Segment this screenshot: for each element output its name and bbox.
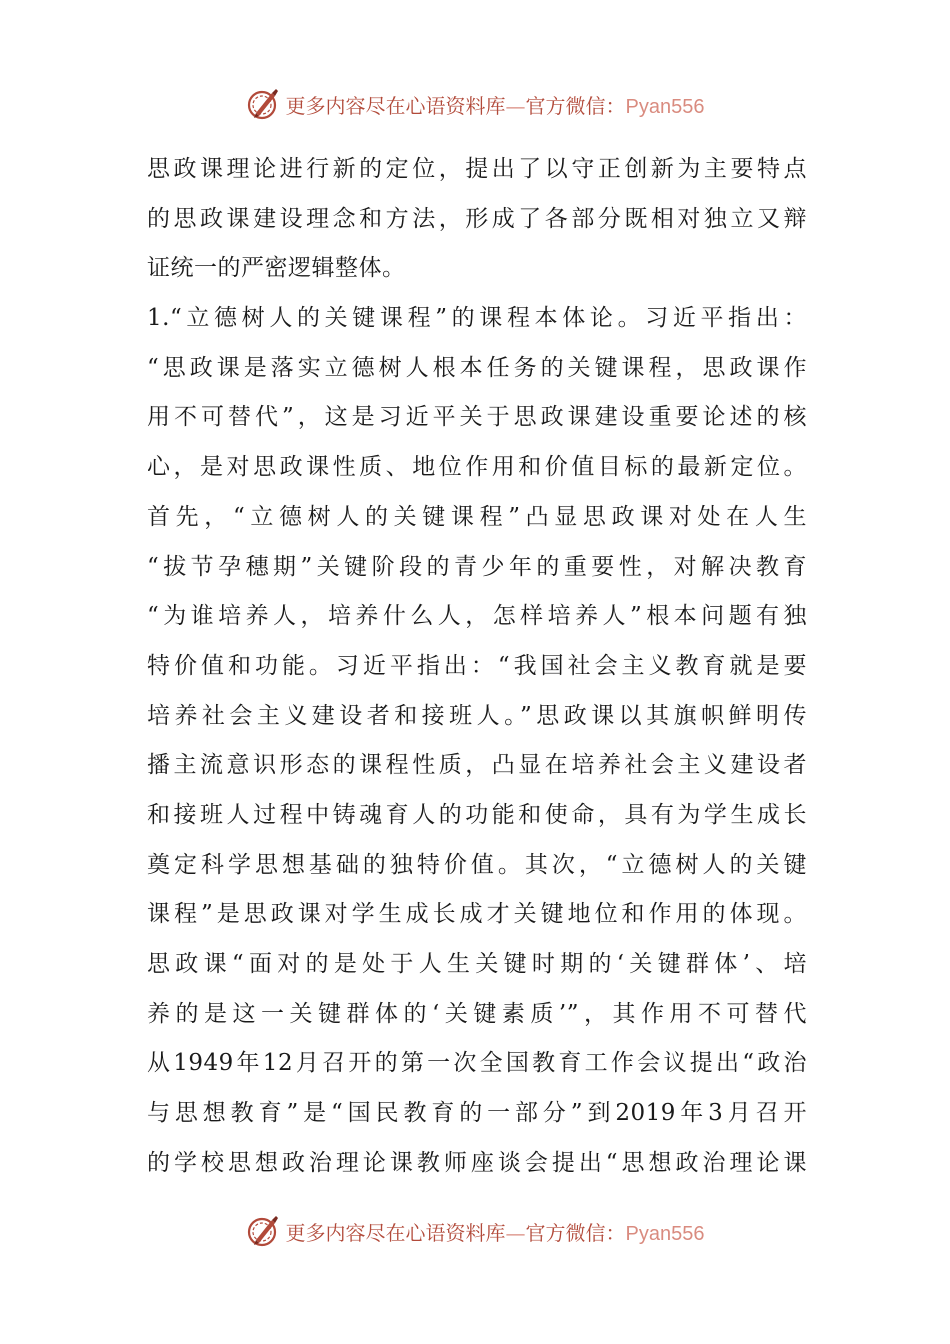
body-line: 播主流意识形态的课程性质，凸显在培养社会主义建设者 [147,752,807,779]
footer-banner-main: 更多内容尽在心语资料库 [285,1220,506,1245]
body-line: 与思想教育”是“国民教育的一部分”到2019年3月召开 [147,1100,807,1127]
body-line: 1.“立德树人的关键课程”的课程本体论。习近平指出： [147,305,807,332]
body-line: 的思政课建设理念和方法，形成了各部分既相对独立又辩 [147,205,807,232]
footer-banner-text [286,1217,705,1246]
body-line: 证统一的严密逻辑整体。 [147,255,406,282]
body-line: 思政课“面对的是处于人生关键时期的‘关键群体’、培 [147,951,807,977]
header-banner [0,82,950,126]
header-banner-main: 更多内容尽在心语资料库 [285,93,506,118]
pen-seal-icon [246,87,280,121]
body-line: 的学校思想政治理论课教师座谈会提出“思想政治理论课 [147,1149,807,1176]
body-line: 思政课理论进行新的定位，提出了以守正创新为主要特点 [147,156,807,182]
pen-seal-icon [246,1214,280,1248]
body-line: 心，是对思政课性质、地位作用和价值目标的最新定位。 [147,454,807,481]
body-line: 首先，“立德树人的关键课程”凸显思政课对处在人生 [147,503,807,530]
body-line: “为谁培养人，培养什么人，怎样培养人”根本问题有独 [147,603,807,630]
footer-banner-dash: — [505,1220,526,1245]
body-line: 养的是这一关键群体的‘关键素质’”，其作用不可替代 [147,1000,807,1027]
body-line: 从1949年12月召开的第一次全国教育工作会议提出“政治 [147,1050,807,1077]
footer-banner [0,1209,950,1253]
header-banner-dash: — [505,93,526,118]
body-line: 用不可替代”，这是习近平关于思政课建设重要论述的核 [147,404,807,431]
footer-banner-sub: 官方微信： [525,1220,626,1245]
body-line: 课程”是思政课对学生成长成才关键地位和作用的体现。 [147,901,807,928]
body-line: 和接班人过程中铸魂育人的功能和使命，具有为学生成长 [147,801,807,828]
body-line: “思政课是落实立德树人根本任务的关键课程，思政课作 [147,354,807,381]
header-banner-sub: 官方微信： [525,93,626,118]
document-body [147,145,807,1188]
body-line: 奠定科学思想基础的独特价值。其次，“立德树人的关键 [147,851,807,878]
body-line: 特价值和功能。习近平指出：“我国社会主义教育就是要 [147,652,807,679]
header-banner-text [286,90,705,119]
header-banner-id: Pyan556 [625,95,705,118]
footer-banner-id: Pyan556 [625,1222,705,1245]
body-line: 培养社会主义建设者和接班人。”思政课以其旗帜鲜明传 [147,702,807,729]
body-line: “拔节孕穗期”关键阶段的青少年的重要性，对解决教育 [147,553,807,580]
